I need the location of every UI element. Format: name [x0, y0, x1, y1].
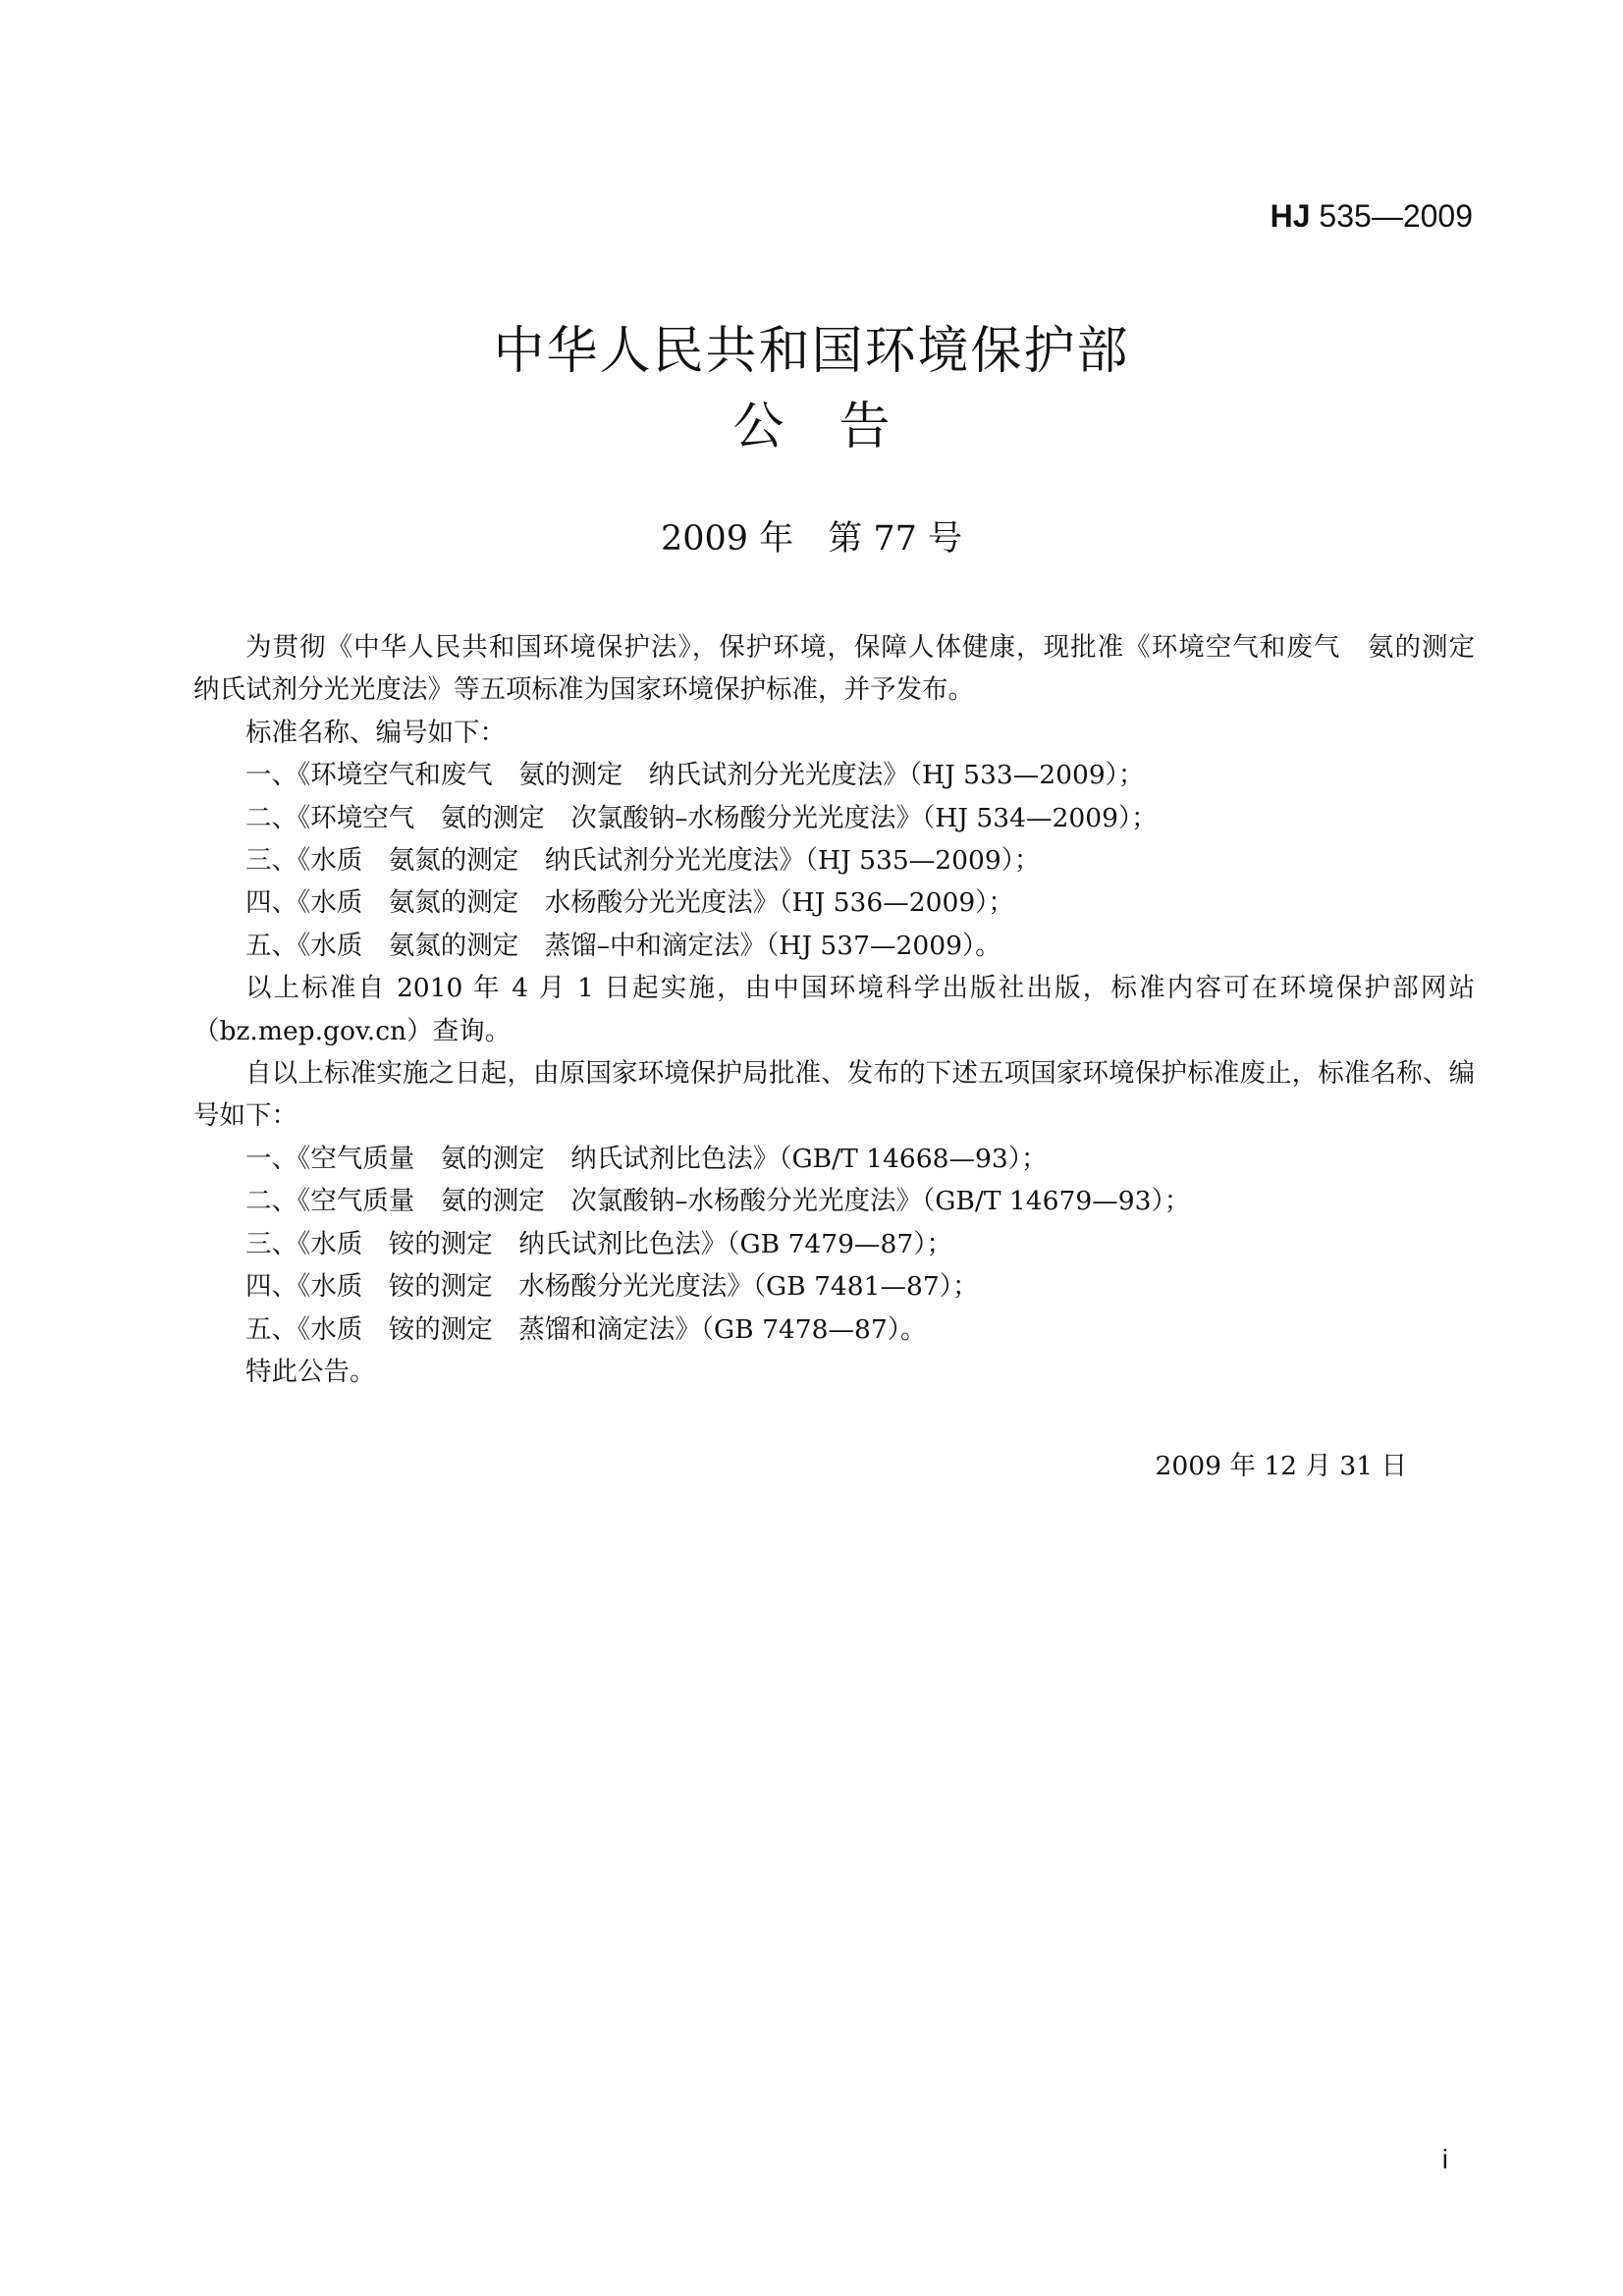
- paragraph-closing: 特此公告。: [245, 1356, 376, 1387]
- announcement-body: [193, 626, 1501, 1393]
- list-item: 四、《水质 铵的测定 水杨酸分光光度法》（GB 7481—87）；: [245, 1271, 979, 1303]
- issue-number: 2009 年 第 77 号: [661, 519, 962, 559]
- paragraph-repeal: 自以上标准实施之日起，由原国家环境保护局批准、发布的下述五项国家环境保护标准废止，标准名称、编号如下：: [193, 1058, 1475, 1132]
- paragraph-effective-date: 以上标准自 2010 年 4 月 1 日起实施，由中国环境科学出版社出版，标准内容可在环境保护部网站（bz.mep.gov.cn）查询。: [193, 973, 1475, 1046]
- ministry-title: 中华人民共和国环境保护部: [493, 322, 1130, 381]
- list-item: 二、《空气质量 氨的测定 次氯酸钠–水杨酸分光光度法》（GB/T 14679—93）；: [245, 1186, 1191, 1217]
- list-item: 三、《水质 铵的测定 纳氏试剂比色法》（GB 7479—87）；: [245, 1228, 952, 1259]
- list-item: 五、《水质 铵的测定 蒸馏和滴定法》（GB 7478—87）。: [245, 1313, 927, 1345]
- announcement-date: 2009 年 12 月 31 日: [1155, 1451, 1407, 1481]
- list-item: 五、《水质 氨氮的测定 蒸馏–中和滴定法》（HJ 537—2009）。: [245, 930, 1001, 961]
- standard-code: [1271, 196, 1473, 236]
- announcement-title: 公告: [732, 398, 946, 456]
- list-item: 一、《空气质量 氨的测定 纳氏试剂比色法》（GB/T 14668—93）；: [245, 1143, 1048, 1174]
- list-item: 四、《水质 氨氮的测定 水杨酸分光光度法》（HJ 536—2009）；: [245, 887, 1014, 919]
- standard-code-prefix: HJ: [1270, 198, 1311, 234]
- paragraph-list-heading: 标准名称、编号如下：: [245, 717, 506, 748]
- list-item: 三、《水质 氨氮的测定 纳氏试剂分光光度法》（HJ 535—2009）；: [245, 845, 1041, 877]
- standard-code-number: 535—2009: [1310, 198, 1473, 234]
- list-item: 一、《环境空气和废气 氨的测定 纳氏试剂分光光度法》（HJ 533—2009）；: [245, 760, 1145, 791]
- page-number: i: [1441, 2144, 1448, 2174]
- paragraph-intro: 为贯彻《中华人民共和国环境保护法》，保护环境，保障人体健康，现批准《环境空气和废气 氨的测定 纳氏试剂分光光度法》等五项标准为国家环境保护标准，并予发布。: [193, 632, 1501, 706]
- list-item: 二、《环境空气 氨的测定 次氯酸钠–水杨酸分光光度法》（HJ 534—2009）；: [245, 802, 1158, 833]
